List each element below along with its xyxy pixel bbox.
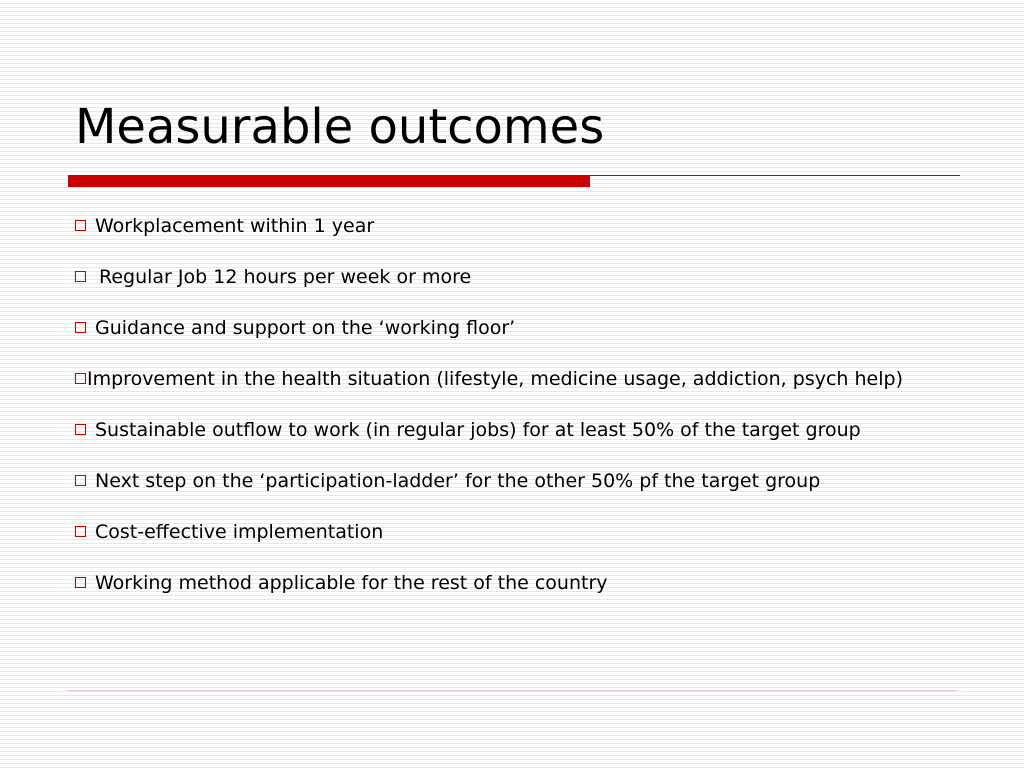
hollow-square-bullet-icon <box>75 271 86 282</box>
bullet-item <box>75 420 955 441</box>
hollow-square-bullet-icon <box>75 373 86 384</box>
bullet-text: Next step on the ‘participation-ladder’ for the other 50% pf the target group <box>95 470 821 492</box>
bullet-text: Cost-effective implementation <box>95 521 384 543</box>
bullet-item <box>75 267 955 288</box>
bullet-text: Working method applicable for the rest of the country <box>95 572 608 594</box>
bullet-text: Improvement in the health situation (lifestyle, medicine usage, addiction, psych help) <box>87 368 903 390</box>
bullet-item <box>75 318 955 339</box>
bullet-text: Workplacement within 1 year <box>95 215 375 237</box>
bullet-item <box>75 216 955 237</box>
hollow-square-bullet-icon <box>75 424 86 435</box>
bullet-item <box>75 573 955 594</box>
bullet-item <box>75 471 955 492</box>
hollow-square-bullet-icon <box>75 475 86 486</box>
bullet-text: Regular Job 12 hours per week or more <box>99 266 472 288</box>
bullet-item <box>75 369 955 390</box>
bullet-text: Guidance and support on the ‘working floor’ <box>95 317 516 339</box>
slide-title: Measurable outcomes <box>75 99 605 155</box>
hollow-square-bullet-icon <box>75 220 86 231</box>
bullet-text: Sustainable outflow to work (in regular jobs) for at least 50% of the target group <box>95 419 861 441</box>
hollow-square-bullet-icon <box>75 526 86 537</box>
hollow-square-bullet-icon <box>75 577 86 588</box>
footer-divider <box>68 690 956 691</box>
bullet-list <box>75 216 955 624</box>
title-underline-accent <box>68 176 590 187</box>
bullet-item <box>75 522 955 543</box>
hollow-square-bullet-icon <box>75 322 86 333</box>
